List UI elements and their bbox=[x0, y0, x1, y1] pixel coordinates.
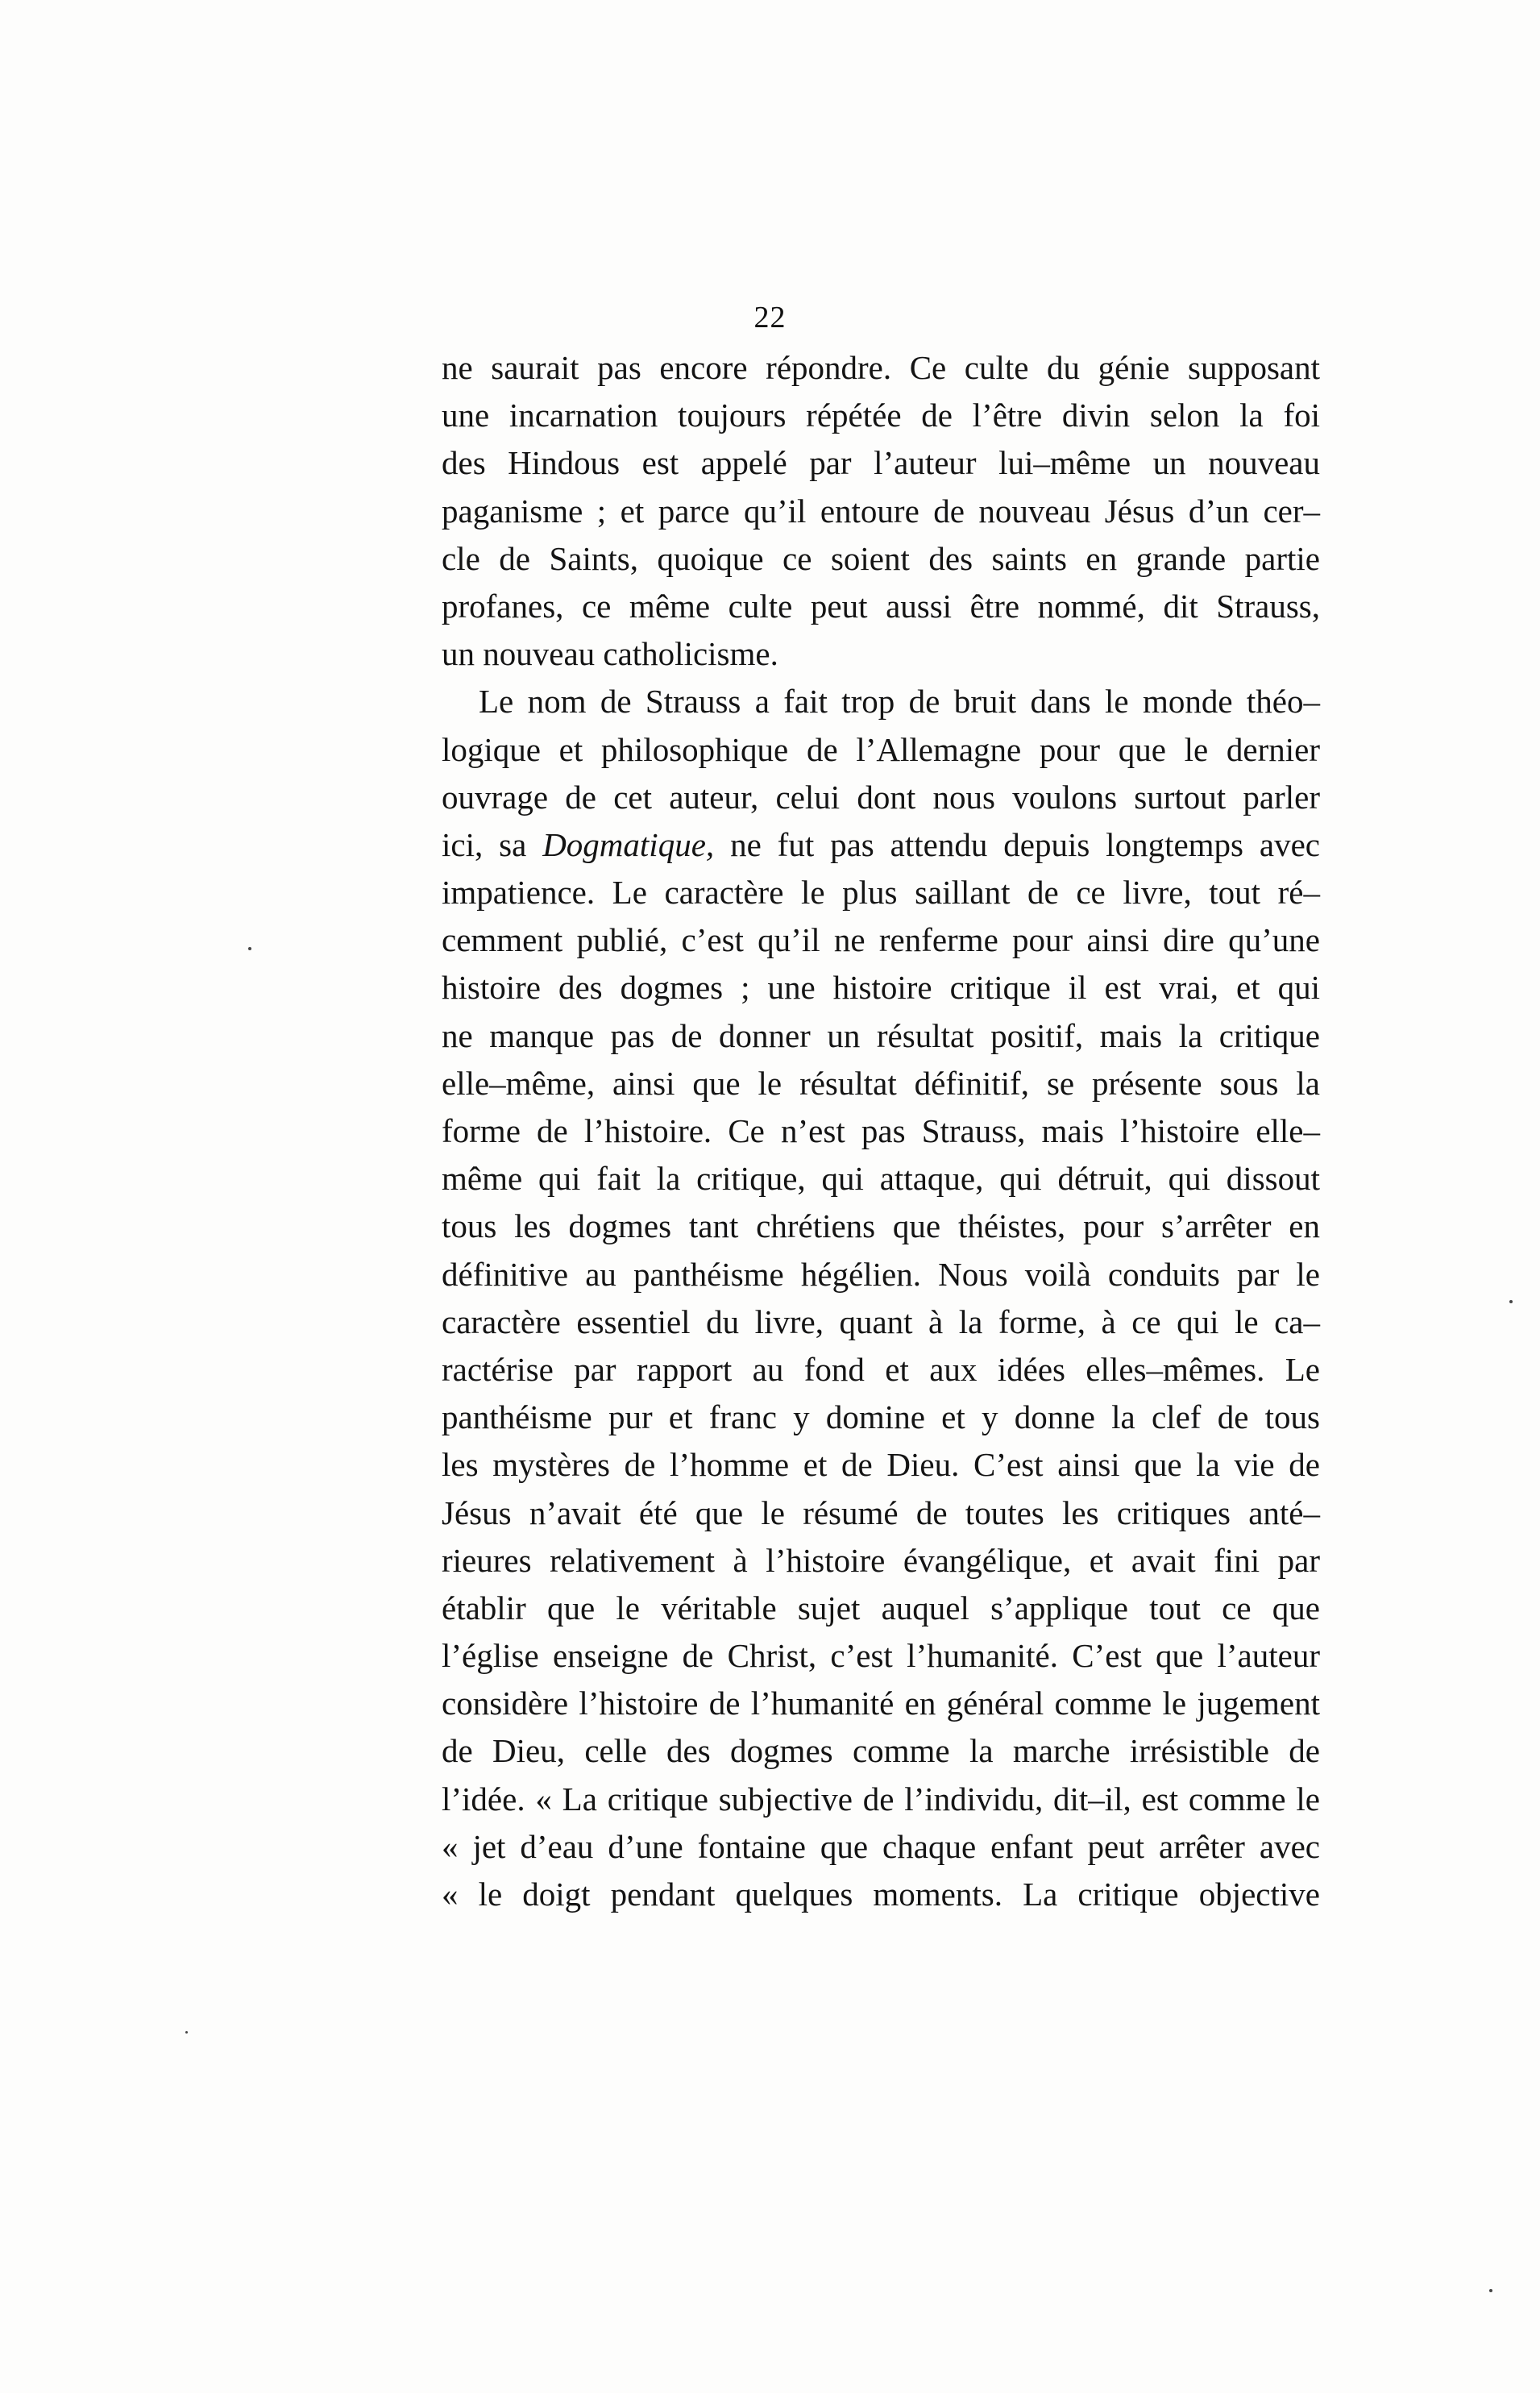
text-line: cle de Saints, quoique ce soient des saints en grande partie bbox=[442, 539, 1320, 577]
scan-speck bbox=[1489, 2289, 1492, 2292]
text-line: ouvrage de cet auteur, celui dont nous voulons surtout parler bbox=[442, 778, 1320, 816]
text-line: l’église enseigne de Christ, c’est l’humanité. C’est que l’auteur bbox=[442, 1637, 1320, 1675]
text-line: ne saurait pas encore répondre. Ce culte du génie supposant bbox=[442, 349, 1320, 386]
text-line: cemment publié, c’est qu’il ne renferme pour ainsi dire qu’une bbox=[442, 921, 1320, 959]
text-line: paganisme ; et parce qu’il entoure de nouveau Jésus d’un cer– bbox=[442, 492, 1320, 530]
page-number: 22 bbox=[753, 301, 787, 334]
text-line: considère l’histoire de l’humanité en général comme le jugement bbox=[442, 1685, 1320, 1722]
text-line: établir que le véritable sujet auquel s’applique tout ce que bbox=[442, 1589, 1320, 1626]
text-line: des Hindous est appelé par l’auteur lui–même un nouveau bbox=[442, 444, 1320, 482]
text-line: même qui fait la critique, qui attaque, qui détruit, qui dissout bbox=[442, 1160, 1320, 1198]
text-segment: ici, sa bbox=[442, 825, 527, 863]
text-segment: ne fut pas attendu depuis longtemps avec bbox=[730, 825, 1321, 863]
scan-speck bbox=[185, 2031, 188, 2034]
text-line: ractérise par rapport au fond et aux idées elles–mêmes. Le bbox=[442, 1350, 1320, 1388]
text-line: « le doigt pendant quelques moments. La critique objective bbox=[442, 1876, 1320, 1913]
text-line: impatience. Le caractère le plus saillant de ce livre, tout ré– bbox=[442, 874, 1320, 912]
text-line: les mystères de l’homme et de Dieu. C’est ainsi que la vie de bbox=[442, 1446, 1320, 1484]
body-text bbox=[442, 344, 1320, 1918]
text-line: tous les dogmes tant chrétiens que théistes, pour s’arrêter en bbox=[442, 1207, 1320, 1245]
text-line: de Dieu, celle des dogmes comme la marche irrésistible de bbox=[442, 1732, 1320, 1770]
scan-speck bbox=[248, 947, 251, 950]
text-line: logique et philosophique de l’Allemagne pour que le dernier bbox=[442, 730, 1320, 768]
text-line: histoire des dogmes ; une histoire critique il est vrai, et qui bbox=[442, 969, 1320, 1007]
text-line: profanes, ce même culte peut aussi être nommé, dit Strauss, bbox=[442, 587, 1320, 625]
text-line: Jésus n’avait été que le résumé de toutes les critiques anté– bbox=[442, 1494, 1320, 1531]
text-line: panthéisme pur et franc y domine et y donne la clef de tous bbox=[442, 1398, 1320, 1436]
text-line: Le nom de Strauss a fait trop de bruit dans le monde théo– bbox=[479, 683, 1320, 721]
text-line: elle–même, ainsi que le résultat définitif, se présente sous la bbox=[442, 1064, 1320, 1102]
text-line: l’idée. « La critique subjective de l’individu, dit–il, est comme le bbox=[442, 1780, 1320, 1818]
text-line: une incarnation toujours répétée de l’être divin selon la foi bbox=[442, 397, 1320, 434]
text-line: ne manque pas de donner un résultat positif, mais la critique bbox=[442, 1016, 1320, 1054]
text-line bbox=[442, 821, 1320, 869]
text-line: rieures relativement à l’histoire évangélique, et avait fini par bbox=[442, 1541, 1320, 1579]
scan-speck bbox=[1509, 1300, 1513, 1303]
text-line: caractère essentiel du livre, quant à la forme, à ce qui le ca– bbox=[442, 1302, 1320, 1340]
text-line: un nouveau catholicisme. bbox=[442, 635, 778, 673]
text-line: définitive au panthéisme hégélien. Nous voilà conduits par le bbox=[442, 1255, 1320, 1293]
text-line: forme de l’histoire. Ce n’est pas Strauss, mais l’histoire elle– bbox=[442, 1112, 1320, 1149]
book-title-dogmatique: Dogmatique, bbox=[542, 825, 715, 863]
text-line: « jet d’eau d’une fontaine que chaque enfant peut arrêter avec bbox=[442, 1827, 1320, 1865]
